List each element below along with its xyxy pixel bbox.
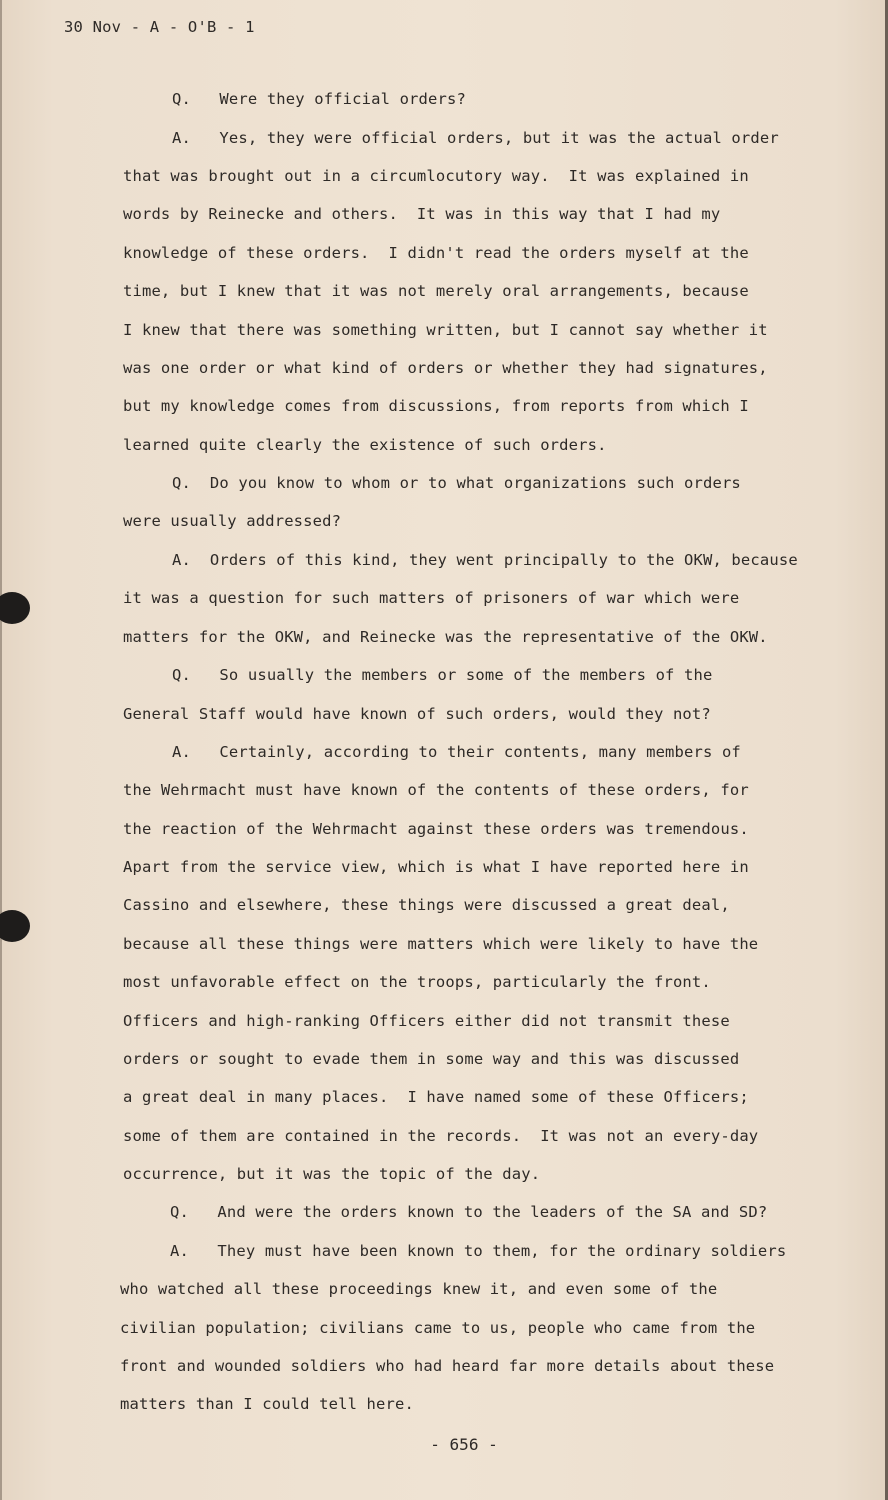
- text-line-14: it was a question for such matters of prisoners of war which were: [123, 589, 740, 607]
- text-line-28: some of them are contained in the records. It was not an every-day: [123, 1127, 759, 1145]
- text-line-12: were usually addressed?: [123, 512, 342, 530]
- text-line-30: Q. And were the orders known to the leaders of the SA and SD?: [170, 1203, 768, 1221]
- text-line-17: General Staff would have known of such orders, would they not?: [123, 705, 711, 723]
- text-line-4: words by Reinecke and others. It was in this way that I had my: [123, 205, 721, 223]
- text-line-8: was one order or what kind of orders or whether they had signatures,: [123, 359, 768, 377]
- text-line-13: A. Orders of this kind, they went principally to the OKW, because: [172, 551, 798, 569]
- text-line-20: the reaction of the Wehrmacht against these orders was tremendous.: [123, 820, 749, 838]
- text-line-32: who watched all these proceedings knew it, and even some of the: [120, 1280, 718, 1298]
- text-line-22: Cassino and elsewhere, these things were discussed a great deal,: [123, 896, 730, 914]
- text-line-9: but my knowledge comes from discussions, from reports from which I: [123, 397, 749, 415]
- punch-hole-top: [0, 592, 30, 624]
- text-line-35: matters than I could tell here.: [120, 1395, 414, 1413]
- text-line-21: Apart from the service view, which is what I have reported here in: [123, 858, 749, 876]
- text-line-33: civilian population; civilians came to us, people who came from the: [120, 1319, 756, 1337]
- document-header-reference: 30 Nov - A - O'B - 1: [64, 18, 255, 36]
- text-line-26: orders or sought to evade them in some way and this was discussed: [123, 1050, 740, 1068]
- text-line-15: matters for the OKW, and Reinecke was the representative of the OKW.: [123, 628, 768, 646]
- punch-hole-bottom: [0, 910, 30, 942]
- page-number: - 656 -: [430, 1435, 498, 1454]
- text-line-16: Q. So usually the members or some of the members of the: [172, 666, 713, 684]
- text-line-6: time, but I knew that it was not merely oral arrangements, because: [123, 282, 749, 300]
- text-line-3: that was brought out in a circumlocutory way. It was explained in: [123, 167, 749, 185]
- text-line-25: Officers and high-ranking Officers either did not transmit these: [123, 1012, 730, 1030]
- text-line-10: learned quite clearly the existence of such orders.: [123, 436, 607, 454]
- text-line-18: A. Certainly, according to their contents, many members of: [172, 743, 741, 761]
- text-line-24: most unfavorable effect on the troops, particularly the front.: [123, 973, 711, 991]
- text-line-11: Q. Do you know to whom or to what organizations such orders: [172, 474, 741, 492]
- text-line-27: a great deal in many places. I have named some of these Officers;: [123, 1088, 749, 1106]
- page-left-edge: [0, 0, 2, 1500]
- text-line-31: A. They must have been known to them, for the ordinary soldiers: [170, 1242, 787, 1260]
- text-line-29: occurrence, but it was the topic of the day.: [123, 1165, 541, 1183]
- text-line-5: knowledge of these orders. I didn't read the orders myself at the: [123, 244, 749, 262]
- text-line-34: front and wounded soldiers who had heard far more details about these: [120, 1357, 775, 1375]
- text-line-19: the Wehrmacht must have known of the contents of these orders, for: [123, 781, 749, 799]
- text-line-1: Q. Were they official orders?: [172, 90, 466, 108]
- text-line-23: because all these things were matters which were likely to have the: [123, 935, 759, 953]
- text-line-2: A. Yes, they were official orders, but it was the actual order: [172, 129, 779, 147]
- text-line-7: I knew that there was something written, but I cannot say whether it: [123, 321, 768, 339]
